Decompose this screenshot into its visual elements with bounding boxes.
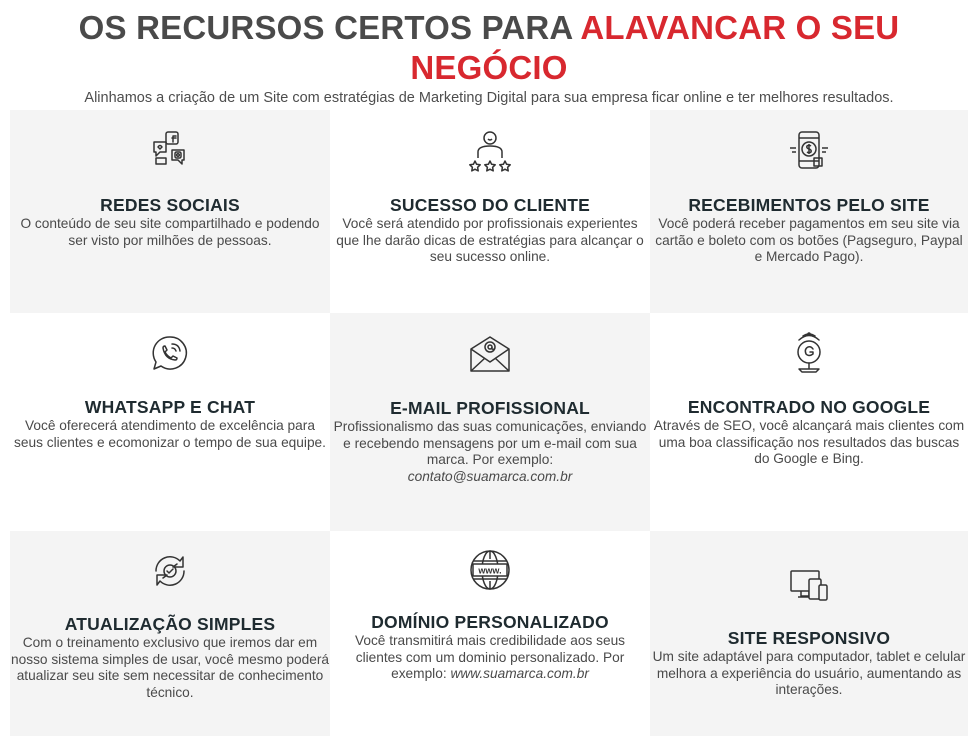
sync-update-icon bbox=[150, 551, 190, 591]
title-main: OS RECURSOS CERTOS PARA bbox=[78, 9, 581, 46]
feature-title: ATUALIZAÇÃO SIMPLES bbox=[64, 614, 276, 634]
feature-title: E-MAIL PROFISSIONAL bbox=[390, 398, 590, 418]
responsive-devices-icon bbox=[789, 569, 829, 603]
customer-rating-icon bbox=[468, 130, 512, 174]
feature-description: Através de SEO, você alcançará mais clientes com uma boa classificação nos resultados das buscas do Google e Bing. bbox=[653, 418, 965, 466]
feature-description: Com o treinamento exclusivo que iremos dar em nosso sistema simples de usar, você mesmo poderá atualizar seu site sem necessitar de conhecimento técnico. bbox=[11, 635, 329, 700]
title-highlight: ALAVANCAR O SEU NEGÓCIO bbox=[410, 9, 900, 86]
www-globe-icon bbox=[469, 549, 511, 591]
feature-card-sucesso-do-cliente bbox=[330, 110, 650, 313]
page-subtitle: Alinhamos a criação de um Site com estratégias de Marketing Digital para sua empresa ficar online e ter melhores resultados. bbox=[84, 90, 894, 106]
feature-description: Você oferecerá atendimento de excelência para seus clientes e ecomonizar o tempo de sua equipe. bbox=[14, 418, 326, 450]
feature-card-recebimentos bbox=[650, 110, 968, 313]
svg-text:www.: www. bbox=[478, 565, 502, 576]
feature-card-dominio bbox=[330, 531, 650, 736]
feature-title: RECEBIMENTOS PELO SITE bbox=[688, 195, 930, 215]
domain-example: www.suamarca.com.br bbox=[450, 666, 589, 681]
email-envelope-icon bbox=[469, 335, 511, 373]
features-grid bbox=[10, 110, 968, 736]
feature-card-responsivo bbox=[650, 531, 968, 736]
mobile-payment-icon bbox=[788, 130, 830, 172]
feature-title: ENCONTRADO NO GOOGLE bbox=[687, 397, 931, 417]
feature-card-atualizacao bbox=[10, 531, 330, 736]
feature-title: WHATSAPP E CHAT bbox=[84, 397, 256, 417]
feature-description bbox=[330, 633, 650, 683]
feature-card-email bbox=[330, 313, 650, 531]
feature-description bbox=[330, 419, 650, 485]
social-media-icon bbox=[150, 130, 190, 172]
feature-text: Profissionalismo das suas comunicações, enviando e recebendo mensagens por um e-mail com sua marca. Por exemplo: bbox=[333, 419, 647, 467]
feature-title: REDES SOCIAIS bbox=[100, 195, 240, 215]
feature-title: SUCESSO DO CLIENTE bbox=[389, 195, 590, 215]
feature-description: Você será atendido por profissionais experientes que lhe darão dicas de estratégias para alcançar o seu sucesso online. bbox=[336, 216, 644, 264]
page-title bbox=[0, 8, 978, 88]
feature-title: DOMÍNIO PERSONALIZADO bbox=[371, 612, 609, 632]
feature-card-redes-sociais bbox=[10, 110, 330, 313]
feature-text: Você transmitirá mais credibilidade aos seus clientes com um dominio personalizado. Por exemplo: bbox=[354, 633, 626, 681]
feature-title: SITE RESPONSIVO bbox=[727, 628, 891, 648]
feature-description: Um site adaptável para computador, tablet e celular melhora a experiência do usuário, aumentando as interações. bbox=[652, 649, 966, 697]
feature-description: Você poderá receber pagamentos em seu site via cartão e boleto com os botões (Pagseguro, Paypal e Mercado Pago). bbox=[655, 216, 963, 264]
google-location-icon bbox=[789, 332, 829, 374]
feature-description: O conteúdo de seu site compartilhado e podendo ser visto por milhões de pessoas. bbox=[20, 216, 320, 248]
section-header bbox=[0, 8, 978, 106]
feature-card-whatsapp bbox=[10, 313, 330, 531]
feature-card-google bbox=[650, 313, 968, 531]
whatsapp-chat-icon bbox=[150, 334, 190, 374]
email-example: contato@suamarca.com.br bbox=[407, 468, 573, 484]
